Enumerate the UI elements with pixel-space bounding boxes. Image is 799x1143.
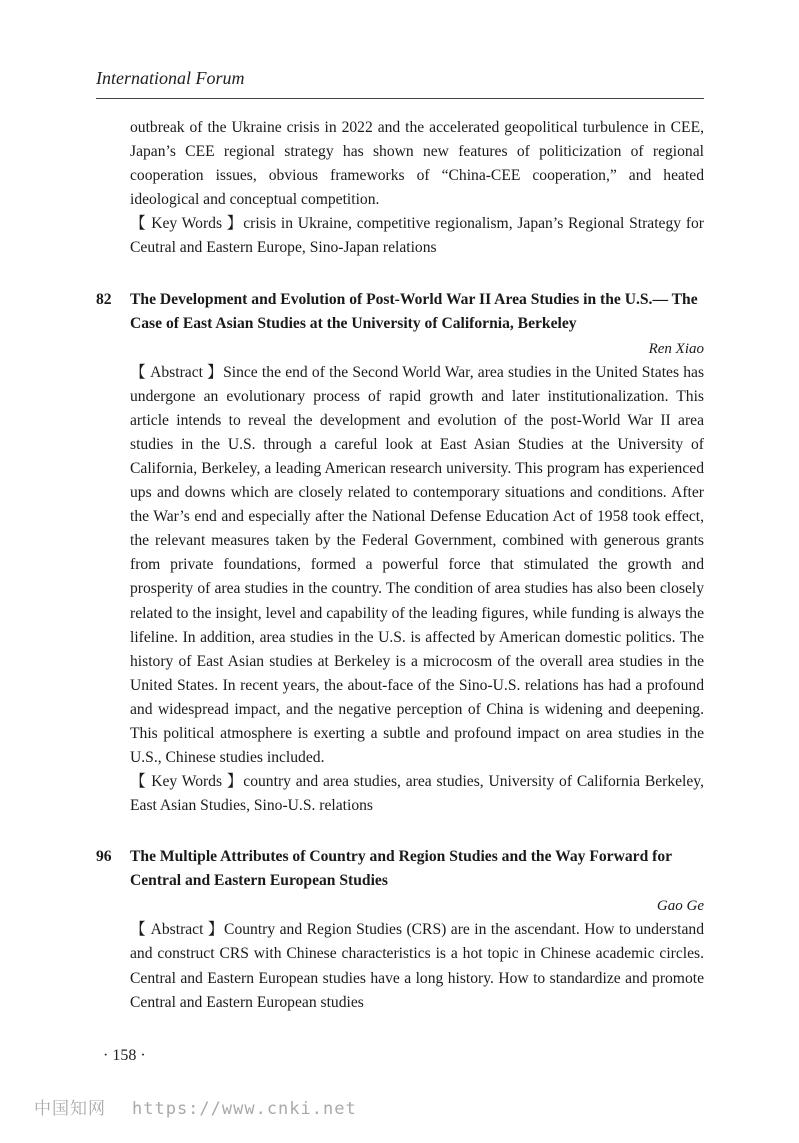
abstract-label: 【 Abstract 】 [130,921,225,939]
abstract-text: Country and Region Studies (CRS) are in the ascendant. How to understand and construct CRS with Chinese characteristics is a hot topic in Chinese academic circles. Central and Eastern European studies have a long history. How to standardize and promote Central and Eastern European studies [130,921,704,1011]
keywords-text: country and area studies, area studies, University of California Berkeley, East Asian Studies, Sino-U.S. relations [130,773,704,815]
entry-body [130,918,704,1014]
keywords-label: 【 Key Words 】 [130,215,244,233]
abstract-paragraph [130,918,704,1014]
entry-author: Ren Xiao [648,340,704,357]
entry-page-number: 96 [96,848,112,866]
entry-page-number: 82 [96,290,112,308]
article-entry-96 [96,845,704,1014]
entry-title: The Multiple Attributes of Country and Region Studies and the Way Forward for Central and Eastern European Studies [130,848,672,890]
page-content [96,116,704,1015]
entry-title: The Development and Evolution of Post-World War II Area Studies in the U.S.— The Case of East Asian Studies at the University of California, Berkeley [130,290,698,332]
keywords-label: 【 Key Words 】 [130,773,244,791]
abstract-text: Since the end of the Second World War, area studies in the United States has undergone an evolutionary process of rapid growth and later institutionalization. This article intends to reveal the development and evolution of the post-World War II area studies in the U.S. through a careful look at East Asian Studies at the University of California, Berkeley, a leading American research university. This program has experienced ups and downs which are closely related to contemporary situations and conditions. After the War’s end and especially after the National Defense Education Act of 1958 took effect, the relevant measures taken by the Federal Government, combined with generous grants from private foundations, formed a powerful force that stimulated the growth and prosperity of area studies in the country. The condition of area studies has also been closely related to the insight, level and capability of the leading figures, while funding is always the lifeline. In addition, area studies in the U.S. is affected by American domestic politics. The history of East Asian studies at Berkeley is a microcosm of the overall area studies in the United States. In recent years, the about-face of the Sino-U.S. relations has had a profound and widespread impact, and the negative perception of China is widening and deepening. This political atmosphere is exerting a subtle and profound impact on area studies in the U.S., Chinese studies included. [130,363,705,767]
keywords-text: crisis in Ukraine, competitive regionalism, Japan’s Regional Strategy for Ceutral and Eastern Europe, Sino-Japan relations [130,215,704,257]
abstract-label: 【 Abstract 】 [130,363,224,381]
entry-heading [96,288,704,336]
cnki-watermark [34,1094,357,1119]
header-rule [96,98,704,99]
abstract-paragraph [130,361,704,771]
abstract-continuation: outbreak of the Ukraine crisis in 2022 and the accelerated geopolitical turbulence in CEE, Japan’s CEE regional strategy has shown new features of politicization of regional cooperation issues, obvious frameworks of “China-CEE cooperation,” and heated ideological and conceptual competition. [130,119,704,209]
entry-author: Gao Ge [656,898,704,915]
keywords-paragraph [130,212,704,260]
entry-heading [96,845,704,893]
entry-body [130,361,704,819]
article-entry-82 [96,288,704,819]
page-number: · 158 · [103,1047,146,1064]
keywords-paragraph [130,770,704,818]
previous-entry-tail [130,116,704,261]
watermark-url: https://www.cnki.net [132,1099,357,1119]
watermark-brand: 中国知网 [34,1099,106,1119]
running-head: International Forum [96,68,245,88]
